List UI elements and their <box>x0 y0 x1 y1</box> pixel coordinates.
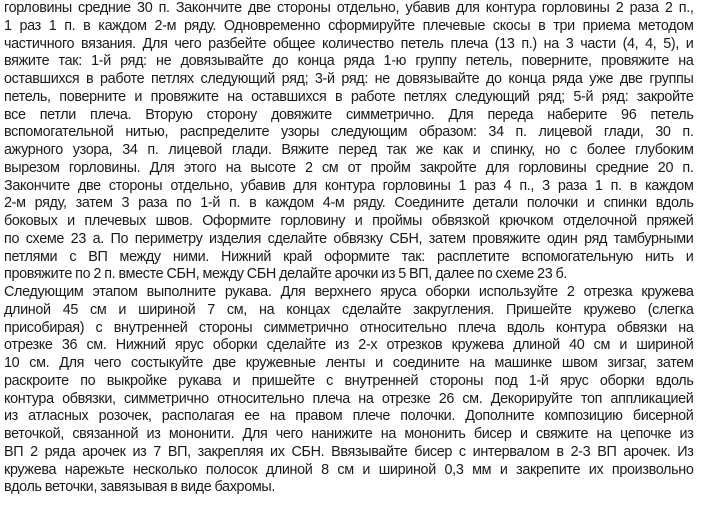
text-line-7: все петли плеча. Вторую сторону довяжите симметрично. Для переда наберите 96 петель <box>4 106 694 123</box>
text-line-17: Следующим этапом выполните рукава. Для верхнего яруса оборки используйте 2 отрезка кружева <box>4 284 694 300</box>
text-line-18: длиной 45 см и шириной 7 см, на концах сделайте закругления. Пришейте кружево (слегка <box>4 301 694 318</box>
text-line-22: раскроите по выкройке рукава и пришейте с внутренней стороны под 1-й ярус оборки вдоль <box>4 372 694 389</box>
text-line-10: вырезом горловины. Для этого на высоте 2 см от пройм закройте для горловины средние 20 п. <box>4 159 694 176</box>
text-line-6: петель, поверните и провяжите на оставшихся в работе петлях следующий ряд; 5-й ряд: закройте <box>4 88 694 105</box>
text-line-3: частичного вязания. Для чего разбейте общее количество петель плеча (13 п.) на 3 части (4, 4, 5), и <box>4 35 694 52</box>
text-line-13: боковых и плечевых швов. Оформите горловину и проймы обвязкой крючком отделочной пряжей <box>4 213 694 229</box>
text-line-20: отрезке 36 см. Нижний ярус оборки сделайте из 2-х отрезков кружева длиной 40 см и шириной <box>4 337 694 354</box>
text-line-25: веточкой, связанной из мононити. Для чего нанижите на мононить бисер и свяжите на цепочке из <box>4 426 694 442</box>
text-line-26: ВП 2 ряда арочек из 7 ВП, закрепляя их СБН. Ввязывайте бисер с интервалом в 2-3 ВП арочек. Из <box>4 443 694 460</box>
text-line-28: вдоль веточки, завязывая в виде бахромы. <box>4 479 276 496</box>
text-line-21: 10 см. Для чего состыкуйте две кружевные ленты и соедините на машинке швом зигзаг, затем <box>4 355 694 371</box>
text-line-15: петлями с ВП между ними. Нижний край оформите так: расплетите вспомогательную нить и <box>4 248 694 265</box>
text-line-23: контура обвязки, симметрично относительно плеча на отрезке 26 см. Декорируйте топ аппликацией <box>4 390 694 407</box>
text-line-5: оставшихся в работе петлях следующий ряд; 3-й ряд: не довязывайте до конца ряда уже две группы <box>4 71 694 87</box>
text-line-11: Закончите две стороны отдельно, убавив для контура горловины 1 раз 4 п., 3 раза 1 п. в каждом <box>4 177 694 194</box>
text-line-9: ажурного узора, 34 п. лицевой глади. Вяжите перед так же как и спинку, но с более глубоким <box>4 142 694 158</box>
text-line-12: 2-м ряду, затем 3 раза по 1-й п. в каждом 4-м ряду. Соедините детали полочки и спинки вдоль <box>4 195 694 212</box>
text-line-4: вяжите так: 1-й ряд: не довязывайте до конца ряда 1-ю группу петель, поверните, провяжите на <box>4 53 694 70</box>
text-line-14: по схеме 23 а. По периметру изделия сделайте обвязку СБН, затем провяжите один ряд тамбурными <box>4 230 694 247</box>
text-line-24: из атласных розочек, располагая ее на правом плече полочки. Дополните композицию бисерной <box>4 408 694 425</box>
text-line-2: 1 раз 1 п. в каждом 2-м ряду. Одновременно сформируйте плечевые скосы в три приема методом <box>4 17 694 34</box>
text-line-27: кружева нарежьте несколько полосок длиной 8 см и шириной 0,3 мм и закрепите их произвольно <box>4 461 694 478</box>
text-line-19: присобирая) с внутренней стороны симметрично относительно плеча вдоль контура обвязки на <box>4 319 694 336</box>
text-line-1: горловины средние 30 п. Закончите две стороны отдельно, убавив для контура горловины 2 раза 2 п., <box>4 0 694 16</box>
text-line-16: провяжите по 2 п. вместе СБН, между СБН делайте арочки из 5 ВП, далее по схеме 23 б. <box>4 266 568 283</box>
text-line-8: вспомогательной нитью, распределите узоры следующим образом: 34 п. лицевой глади, 30 п. <box>4 124 694 141</box>
body-text <box>4 0 694 497</box>
